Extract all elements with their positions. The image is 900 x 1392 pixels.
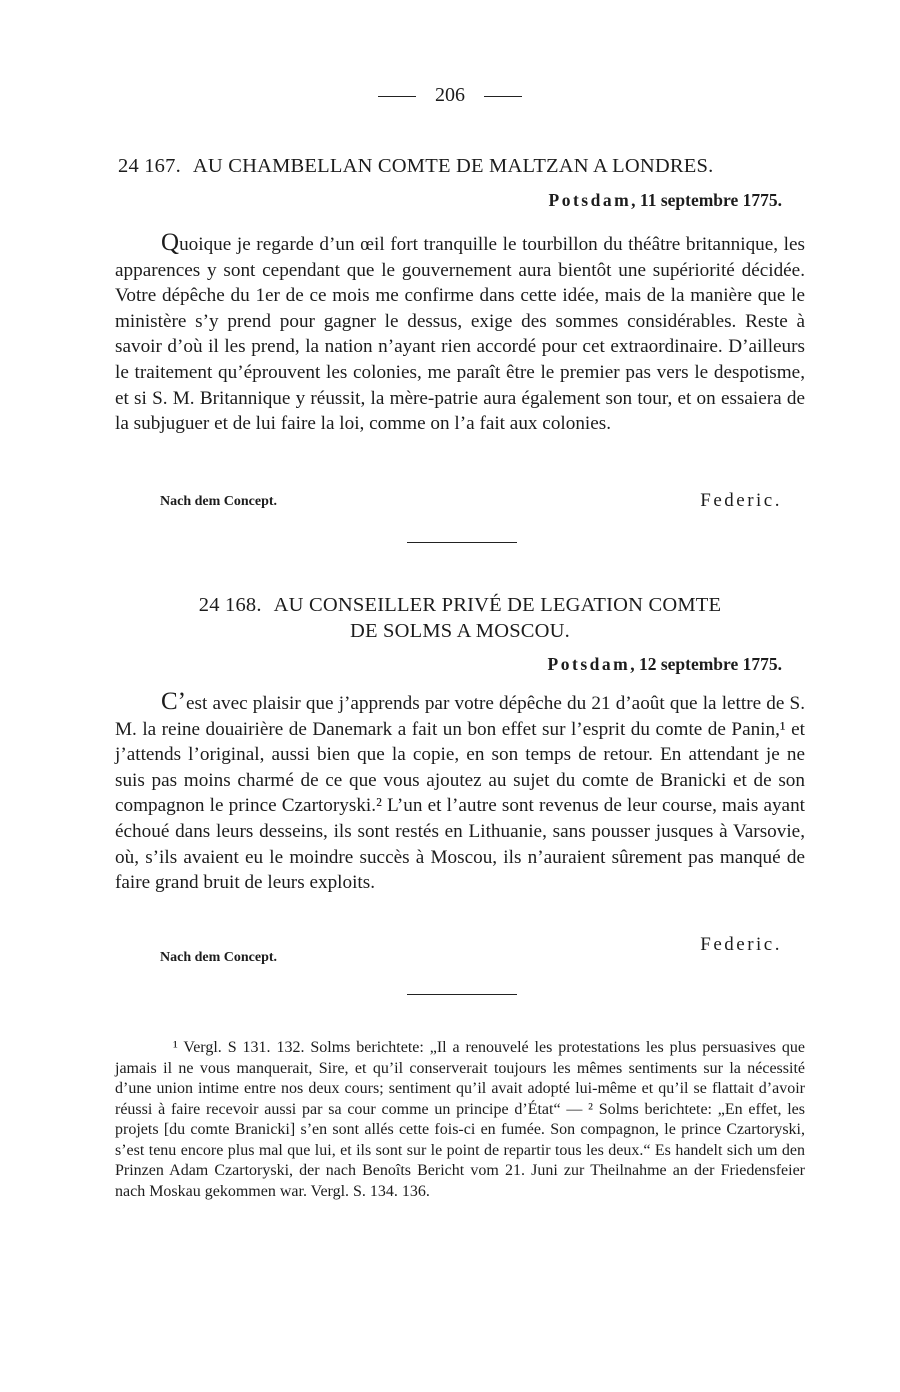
page-number: 206 xyxy=(435,84,465,106)
dateline-24167: Potsdam, 11 septembre 1775. xyxy=(548,190,782,210)
section-divider xyxy=(407,994,517,995)
letter-number: 24 167. xyxy=(118,155,181,177)
page-number-dash-left xyxy=(378,96,416,97)
dateline-place: Potsdam xyxy=(548,190,632,210)
source-note-24167: Nach dem Concept. xyxy=(160,494,278,509)
letter-title: AU CHAMBELLAN COMTE DE MALTZAN A LONDRES. xyxy=(192,155,714,177)
letter-body-24168: C’est avec plaisir que j’apprends par votre dépêche du 21 d’août que la lettre de S. M. la reine douairière de Danemark a fait un bon effet sur l’esprit du comte de Panin,¹ et j’attends l’original, aussi bien que la copie, en son temps de retour. En attendant je ne suis pas moins charmé de ce que vous ajoutez au sujet du comte de Branicki et de son compagnon le prince Czartoryski.² L’un et l’autre sont revenus de leur course, mais ayant échoué dans leurs desseins, ils sont restés en Lithuanie, sans pousser jusques à Varsovie, où, s’ils avaient eu le moindre succès à Moscou, ils n’auraient sûrement pas manqué de faire grand bruit de leurs exploits. xyxy=(115,688,805,894)
dateline-date: 11 septembre 1775. xyxy=(639,190,782,210)
source-note-24168: Nach dem Concept. xyxy=(160,950,278,965)
letter-heading-24168 xyxy=(135,592,785,644)
letter-title-part1: AU CONSEILLER PRIVÉ DE LEGATION COMTE xyxy=(273,594,722,616)
section-divider xyxy=(407,542,517,543)
dateline-date: 12 septembre 1775. xyxy=(638,654,782,674)
footnote-text: ¹ Vergl. S 131. 132. Solms berichtete: „Il a renouvelé les protestations les plus persuasives que jamais il ne vous manquerait, Sire, et qu’il conserverait toujours les mêmes sentiments sur la nécessité d’une union intime entre nos deux cours; sentiment qu’il avait adopté lui-même et qu’il se flattait d’avoir réussi à faire recevoir aussi par sa cour comme un principe d’État“ — ² Solms berichtete: „En effet, les projets [du comte Branicki] s’en sont allés cette fois-ci en fumée. Son compagnon, le prince Czartoryski, s’est tenu encore plus mal que lui, et ils sont sur le point de repartir tous les deux.“ Es handelt sich um den Prinzen Adam Czartoryski, der nach Benoîts Bericht vom 21. Juni zur Theilnahme an der Friedensfeier nach Moskau gekommen war. Vergl. S. 134. 136. xyxy=(115,1039,805,1200)
dateline-place: Potsdam xyxy=(547,654,631,674)
letter-heading-24167 xyxy=(118,155,808,178)
letter-number: 24 168. xyxy=(198,594,262,616)
footnotes xyxy=(115,1038,805,1202)
letter-title-line2: DE SOLMS A MOSCOU. xyxy=(349,620,571,642)
page-number-dash-right xyxy=(484,96,522,97)
dateline-24168: Potsdam, 12 septembre 1775. xyxy=(547,654,782,674)
letter-title-line1 xyxy=(135,592,785,618)
letter-body-24167: Quoique je regarde d’un œil fort tranquille le tourbillon du théâtre britannique, les apparences y sont cependant que le gouvernement aura bientôt une supériorité décidée. Votre dépêche du 1er de ce mois me confirme dans cette idée, mais de la manière que le ministère s’y prend pour gagner le dessus, exige des sommes considérables. Reste à savoir d’où il les prend, la nation n’ayant rien accordé pour cet extraordinaire. D’ailleurs le traitement qu’éprouvent les colonies, me paraît être le premier pas vers le despotisme, et si S. M. Britannique y réussit, la mère-patrie aura également son tour, et on essaiera de la subjuguer et de lui faire la loi, comme on l’a fait aux colonies. xyxy=(115,229,805,435)
signature-24167: Federic. xyxy=(700,490,782,511)
page-number-line xyxy=(0,84,900,107)
signature-24168: Federic. xyxy=(700,934,782,955)
